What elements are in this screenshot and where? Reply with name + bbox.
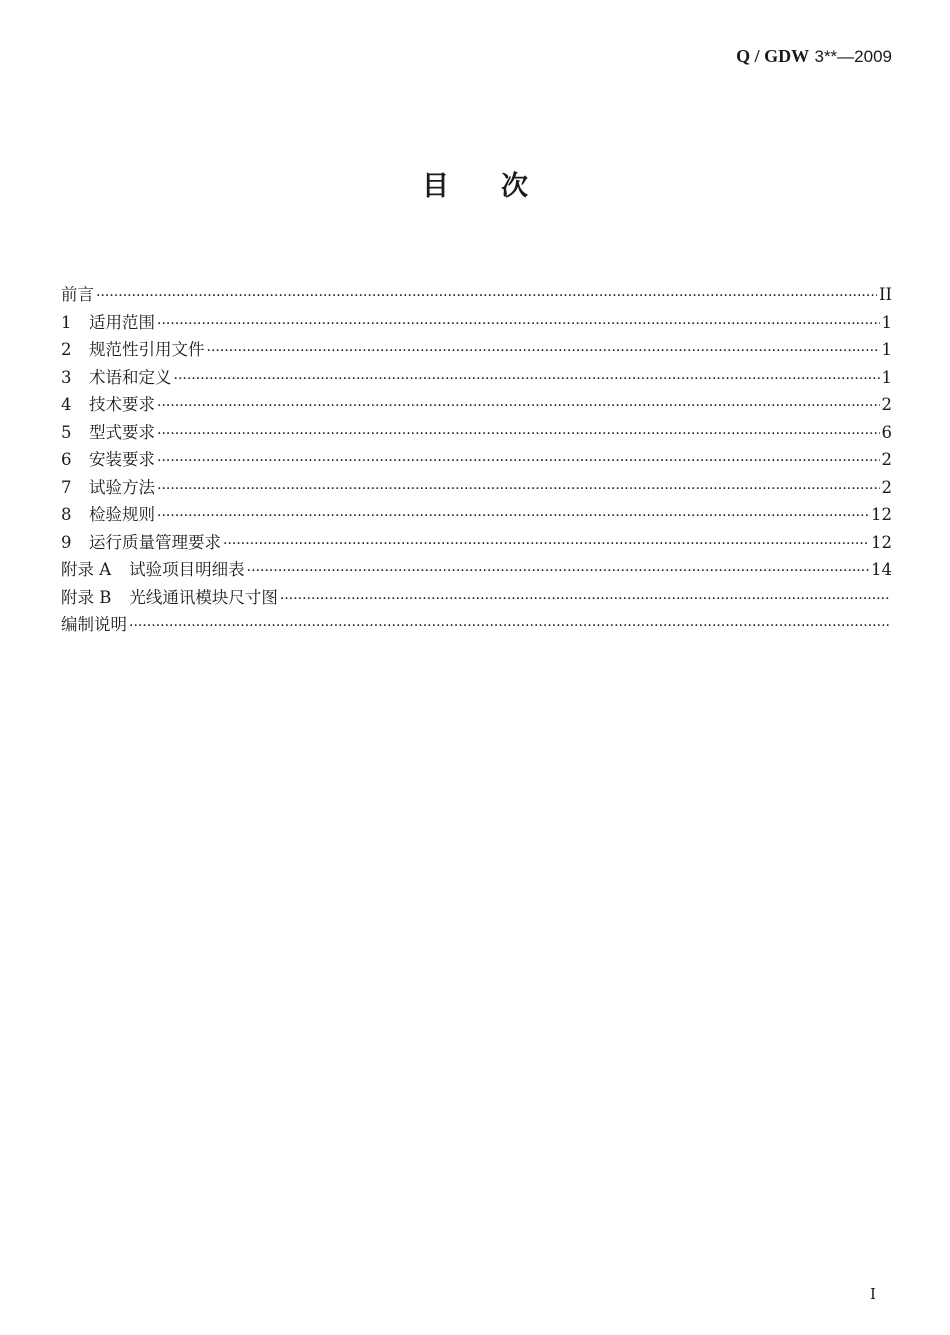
toc-entry-number: 附录 A [61,560,112,579]
toc-entry-number: 2 [61,340,72,359]
toc-entry-8[interactable] [61,501,892,529]
page-number: I [870,1285,876,1303]
toc-entry-page: II [878,285,892,304]
toc-entry-page: 1 [881,367,892,387]
toc-entry-number: 4 [61,395,72,414]
toc-entry-number: 5 [61,422,72,442]
toc-entry-4[interactable] [61,391,892,419]
toc-entry-1[interactable] [61,309,892,337]
toc-entry-label: 编制说明 [61,615,127,634]
toc-entry-page: 2 [881,450,892,469]
toc-leader-dots [223,529,869,557]
toc-leader-dots [157,309,880,337]
toc-entry-2[interactable] [61,336,892,364]
page-title [0,164,950,203]
toc-leader-dots [129,611,890,639]
toc-entry-page: 12 [871,505,892,524]
toc-entry-label: 适用范围 [89,312,155,332]
toc-leader-dots [207,336,880,364]
toc-leader-dots [157,391,880,419]
toc-entry-7[interactable] [61,474,892,502]
toc-entry-number: 附录 B [61,587,112,607]
toc-entry-9[interactable] [61,529,892,557]
toc-entry-number: 7 [61,477,72,497]
document-code [736,44,892,69]
toc-leader-dots [247,556,869,584]
toc-entry-page: 12 [871,532,892,552]
toc-leader-dots [280,584,890,612]
title-char-1: 目 [422,171,449,202]
title-char-2: 次 [501,171,528,202]
toc-entry-page: 1 [881,340,892,359]
toc-entry-label: 试验方法 [89,477,155,497]
document-code-prefix: Q / GDW [736,46,810,66]
toc-entry-label: 规范性引用文件 [89,340,205,359]
document-code-number: 3**—2009 [814,47,892,66]
toc-leader-dots [157,446,880,474]
toc-leader-dots [174,364,880,392]
toc-entry-page: 1 [881,312,892,332]
toc-entry-appendix-a[interactable] [61,556,892,584]
toc-entry-label: 前言 [61,285,94,304]
toc-entry-6[interactable] [61,446,892,474]
toc-entry-compilation-notes[interactable] [61,611,892,639]
toc-entry-5[interactable] [61,419,892,447]
toc-entry-appendix-b[interactable] [61,584,892,612]
toc-entry-page: 14 [871,560,892,579]
toc-leader-dots [96,281,877,309]
toc-leader-dots [157,474,880,502]
toc-entry-label: 试验项目明细表 [129,560,245,579]
toc-entry-number: 6 [61,450,72,469]
toc-entry-label: 安装要求 [89,450,155,469]
toc-entry-label: 检验规则 [89,505,155,524]
toc-entry-3[interactable] [61,364,892,392]
toc-leader-dots [157,419,880,447]
toc-entry-page: 2 [881,395,892,414]
toc-entry-label: 光线通讯模块尺寸图 [129,587,278,607]
toc-entry-number: 8 [61,505,72,524]
toc-entry-label: 术语和定义 [89,367,172,387]
toc-entry-page: 6 [881,422,892,442]
toc-entry-label: 运行质量管理要求 [89,532,221,552]
toc-entry-number: 9 [61,532,72,552]
toc-entry-label: 型式要求 [89,422,155,442]
toc-entry-number: 1 [61,312,72,332]
toc-entry-preface[interactable] [61,281,892,309]
table-of-contents [61,281,892,639]
toc-entry-page: 2 [881,477,892,497]
toc-entry-label: 技术要求 [89,395,155,414]
toc-entry-number: 3 [61,367,72,387]
toc-leader-dots [157,501,869,529]
